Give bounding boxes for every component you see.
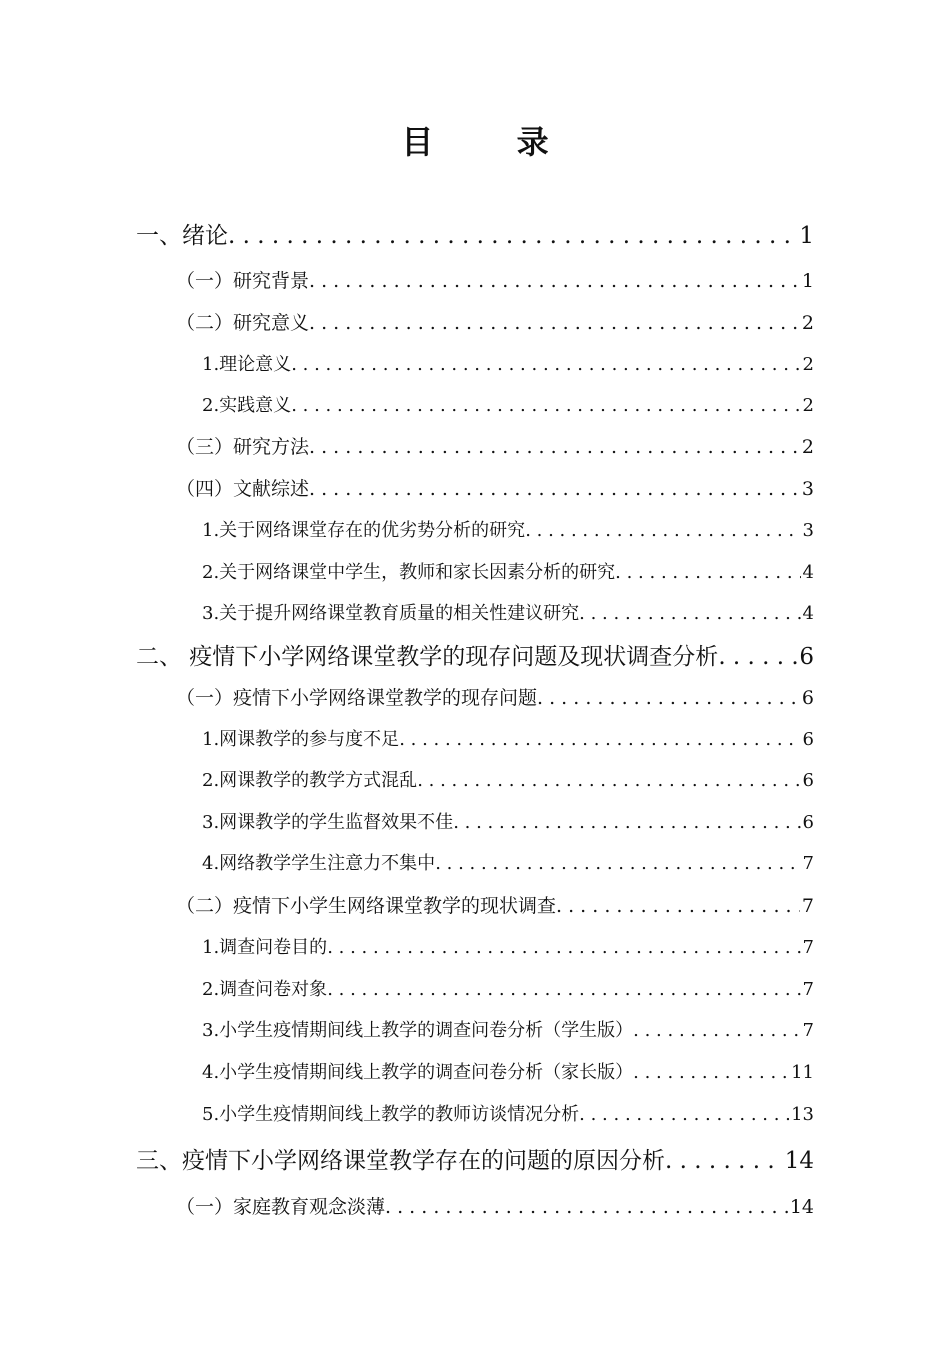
toc-dot-leader (385, 1193, 788, 1221)
toc-dot-leader (579, 601, 800, 627)
toc-entry[interactable] (136, 641, 814, 673)
toc-entry-label: 2.实践意义 (202, 395, 292, 416)
toc-page-number: 7 (802, 979, 814, 1000)
toc-entry-label: 3.关于提升网络课堂教育质量的相关性建议研究 (202, 603, 580, 624)
toc-entry[interactable] (176, 684, 814, 712)
toc-entry-label: （一）疫情下小学网络课堂教学的现存问题 (176, 687, 538, 709)
toc-page-number: 6 (802, 770, 814, 791)
toc-dot-leader (615, 560, 800, 586)
toc-entry-label: （四）文献综述 (176, 478, 310, 500)
toc-entry[interactable] (176, 475, 814, 503)
toc-dot-leader (309, 309, 800, 337)
toc-page-number: 4 (802, 562, 814, 583)
toc-entry-label: （二）研究意义 (176, 312, 310, 334)
toc-dot-leader (228, 220, 797, 252)
toc-dot-leader (537, 684, 800, 712)
toc-dot-leader (435, 851, 800, 877)
toc-entry-label: 1.关于网络课堂存在的优劣势分析的研究 (202, 520, 526, 541)
toc-entry[interactable] (202, 518, 814, 544)
toc-page-number: 7 (802, 853, 814, 874)
toc-page-number: 13 (791, 1104, 814, 1125)
toc-page-number: 1 (801, 270, 814, 292)
toc-entry[interactable] (202, 768, 814, 794)
toc-entry[interactable] (136, 220, 814, 252)
toc-dot-leader (579, 1102, 789, 1128)
toc-page-number: 4 (802, 603, 814, 624)
toc-page-number: 1 (799, 223, 814, 249)
toc-entry[interactable] (176, 892, 814, 920)
toc-entry[interactable] (202, 1018, 814, 1044)
toc-page-number: 2 (801, 436, 814, 458)
toc-page-number: 7 (802, 937, 814, 958)
toc-page-number: 14 (789, 1196, 814, 1218)
toc-dot-leader (417, 768, 800, 794)
toc-dot-leader (309, 475, 800, 503)
toc-entry-label: 4.网络教学学生注意力不集中 (202, 853, 436, 874)
toc-entry-label: 1.调查问卷目的 (202, 937, 328, 958)
toc-page-number: 7 (801, 895, 814, 917)
toc-entry-label: （三）研究方法 (176, 436, 310, 458)
toc-entry-label: 2.调查问卷对象 (202, 979, 328, 1000)
toc-dot-leader (309, 267, 800, 295)
toc-entry-label: 3.网课教学的学生监督效果不佳 (202, 812, 454, 833)
toc-page-number: 2 (801, 312, 814, 334)
toc-entry[interactable] (202, 1102, 814, 1128)
toc-entry[interactable] (202, 560, 814, 586)
toc-dot-leader (399, 727, 800, 753)
toc-page-number: 6 (799, 644, 814, 670)
toc-page-number: 6 (802, 729, 814, 750)
toc-page-number: 6 (802, 812, 814, 833)
toc-entry[interactable] (202, 935, 814, 961)
toc-entry-label: 三、疫情下小学网络课堂教学存在的问题的原因分析 (136, 1148, 665, 1174)
toc-entry[interactable] (202, 352, 814, 378)
toc-page-number: 2 (802, 395, 814, 416)
toc-entry[interactable] (202, 1060, 814, 1086)
toc-dot-leader (633, 1060, 789, 1086)
toc-dot-leader (291, 352, 800, 378)
toc-page-number: 3 (802, 520, 814, 541)
toc-entry[interactable] (202, 393, 814, 419)
toc-page-number: 14 (784, 1148, 814, 1174)
toc-page-number: 7 (802, 1020, 814, 1041)
toc-entry[interactable] (176, 433, 814, 461)
toc-page-number: 3 (801, 478, 814, 500)
toc-entry-label: 2.网课教学的教学方式混乱 (202, 770, 418, 791)
toc-entry-label: 3.小学生疫情期间线上教学的调查问卷分析（学生版） (202, 1020, 634, 1041)
toc-title: 目 录 (401, 123, 585, 161)
toc-dot-leader (556, 892, 800, 920)
toc-dot-leader (633, 1018, 800, 1044)
toc-entry[interactable] (202, 727, 814, 753)
toc-dot-leader (525, 518, 800, 544)
toc-dot-leader (665, 1145, 783, 1177)
toc-entry-label: （二）疫情下小学生网络课堂教学的现状调查 (176, 895, 557, 917)
toc-entry[interactable] (176, 1193, 814, 1221)
toc-dot-leader (309, 433, 800, 461)
toc-entry[interactable] (202, 601, 814, 627)
toc-entry-label: 1.理论意义 (202, 354, 292, 375)
toc-page-number: 6 (801, 687, 814, 709)
toc-page-number: 11 (791, 1062, 814, 1083)
toc-entry[interactable] (176, 309, 814, 337)
toc-entry[interactable] (176, 267, 814, 295)
toc-entry-label: 二、 疫情下小学网络课堂教学的现存问题及现状调查分析 (136, 644, 719, 670)
toc-entry-label: 1.网课教学的参与度不足 (202, 729, 400, 750)
toc-entry-label: 4.小学生疫情期间线上教学的调查问卷分析（家长版） (202, 1062, 634, 1083)
toc-dot-leader (718, 641, 797, 673)
toc-entry-label: 一、绪论 (136, 223, 228, 249)
toc-entry[interactable] (202, 810, 814, 836)
toc-page-number: 2 (802, 354, 814, 375)
toc-dot-leader (453, 810, 800, 836)
toc-entry[interactable] (136, 1145, 814, 1177)
toc-dot-leader (291, 393, 800, 419)
toc-entry-label: （一）家庭教育观念淡薄 (176, 1196, 386, 1218)
toc-entry-label: 2.关于网络课堂中学生，教师和家长因素分析的研究 (202, 562, 616, 583)
toc-entry-label: （一）研究背景 (176, 270, 310, 292)
toc-entry-label: 5.小学生疫情期间线上教学的教师访谈情况分析 (202, 1104, 580, 1125)
toc-entry[interactable] (202, 851, 814, 877)
toc-dot-leader (327, 977, 800, 1003)
toc-entry[interactable] (202, 977, 814, 1003)
toc-dot-leader (327, 935, 800, 961)
